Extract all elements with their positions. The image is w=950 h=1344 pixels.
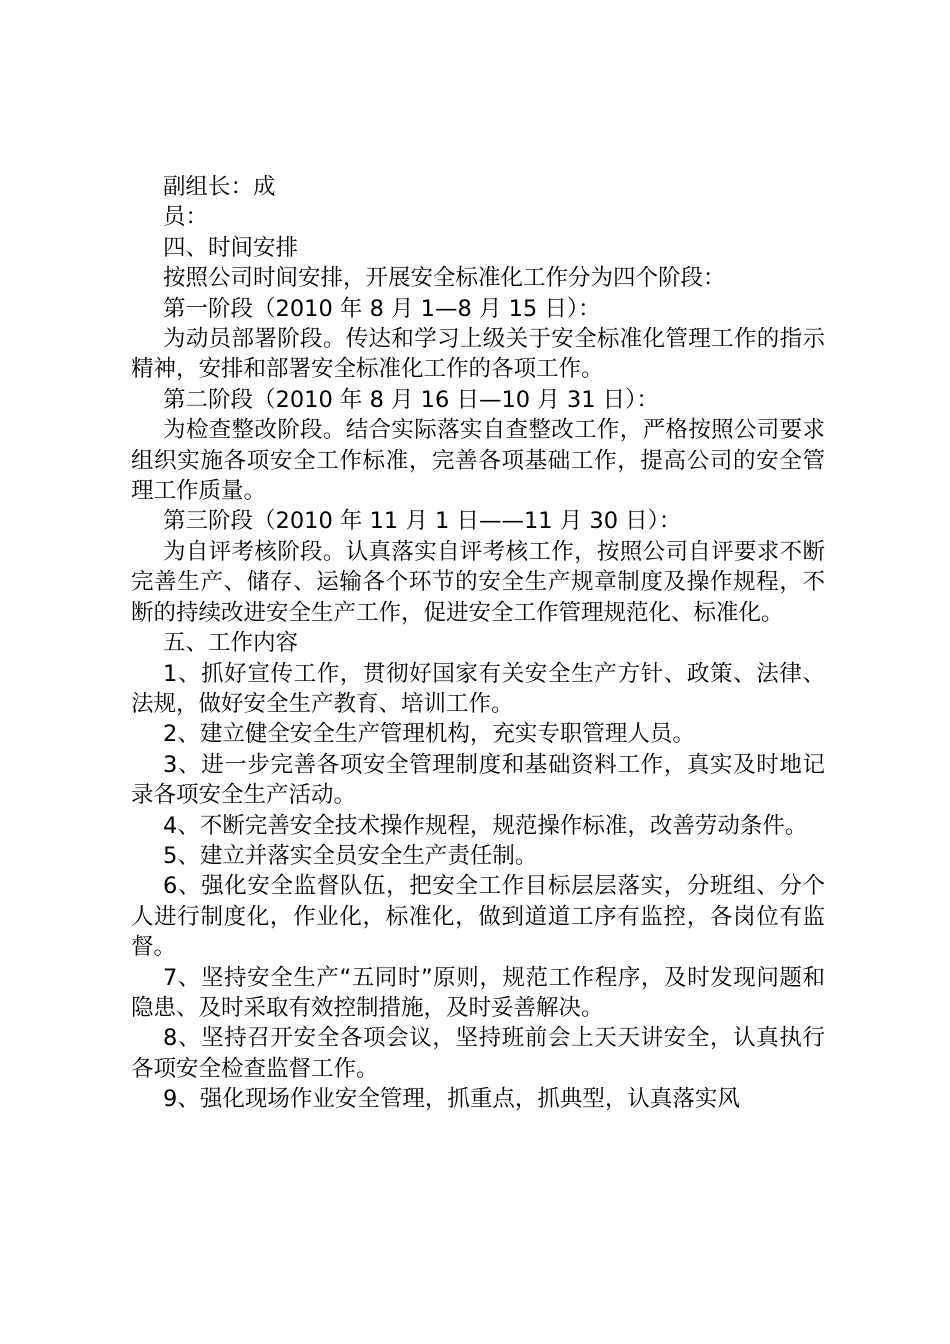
section-heading-schedule: 四、时间安排 bbox=[163, 234, 299, 261]
work-item-8: 8、坚持召开安全各项会议，坚持班前会上天天讲安全，认真执行各项安全检查监督工作。 bbox=[131, 1025, 825, 1082]
work-item-3: 3、进一步完善各项安全管理制度和基础资料工作，真实及时地记录各项安全生产活动。 bbox=[131, 751, 825, 809]
paragraph-members: 员： bbox=[163, 204, 209, 231]
work-item-9: 9、强化现场作业安全管理，抓重点，抓典型，认真落实风 bbox=[163, 1086, 740, 1113]
work-item-1: 1、抓好宣传工作，贯彻好国家有关安全生产方针、政策、法律、法规，做好安全生产教育、培训工作。 bbox=[131, 660, 825, 717]
work-item-4: 4、不断完善安全技术操作规程，规范操作标准，改善劳动条件。 bbox=[163, 812, 808, 839]
stage-3-heading: 第三阶段（2010 年 11 月 1 日——11 月 30 日）： bbox=[163, 508, 682, 535]
work-item-5: 5、建立并落实全员安全生产责任制。 bbox=[163, 842, 538, 869]
section-heading-work-content: 五、工作内容 bbox=[163, 630, 299, 657]
stage-2-description: 为检查整改阶段。结合实际落实自查整改工作，严格按照公司要求组织实施各项安全工作标准，完善各项基础工作，提高公司的安全管理工作质量。 bbox=[131, 417, 825, 505]
stage-1-heading: 第一阶段（2010 年 8 月 1—8 月 15 日）： bbox=[163, 295, 601, 322]
document-body bbox=[131, 172, 825, 1115]
paragraph-deputy-leader: 副组长：成 bbox=[163, 174, 276, 200]
stage-2-heading: 第二阶段（2010 年 8 月 16 日—10 月 31 日）： bbox=[163, 386, 659, 413]
paragraph-schedule-intro: 按照公司时间安排，开展安全标准化工作分为四个阶段： bbox=[163, 265, 726, 292]
stage-1-description: 为动员部署阶段。传达和学习上级关于安全标准化管理工作的指示精神，安排和部署安全标准化工作的各项工作。 bbox=[131, 326, 825, 383]
work-item-6: 6、强化安全监督队伍，把安全工作目标层层落实，分班组、分个人进行制度化，作业化，标准化，做到道道工序有监控，各岗位有监督。 bbox=[131, 873, 825, 961]
work-item-7: 7、坚持安全生产“五同时”原则，规范工作程序，及时发现问题和隐患、及时采取有效控制措施，及时妥善解决。 bbox=[131, 964, 825, 1021]
stage-3-description: 为自评考核阶段。认真落实自评考核工作，按照公司自评要求不断完善生产、储存、运输各个环节的安全生产规章制度及操作规程，不断的持续改进安全生产工作，促进安全工作管理规范化、标准化。 bbox=[131, 538, 825, 626]
work-item-2: 2、建立健全安全生产管理机构，充实专职管理人员。 bbox=[163, 721, 695, 748]
